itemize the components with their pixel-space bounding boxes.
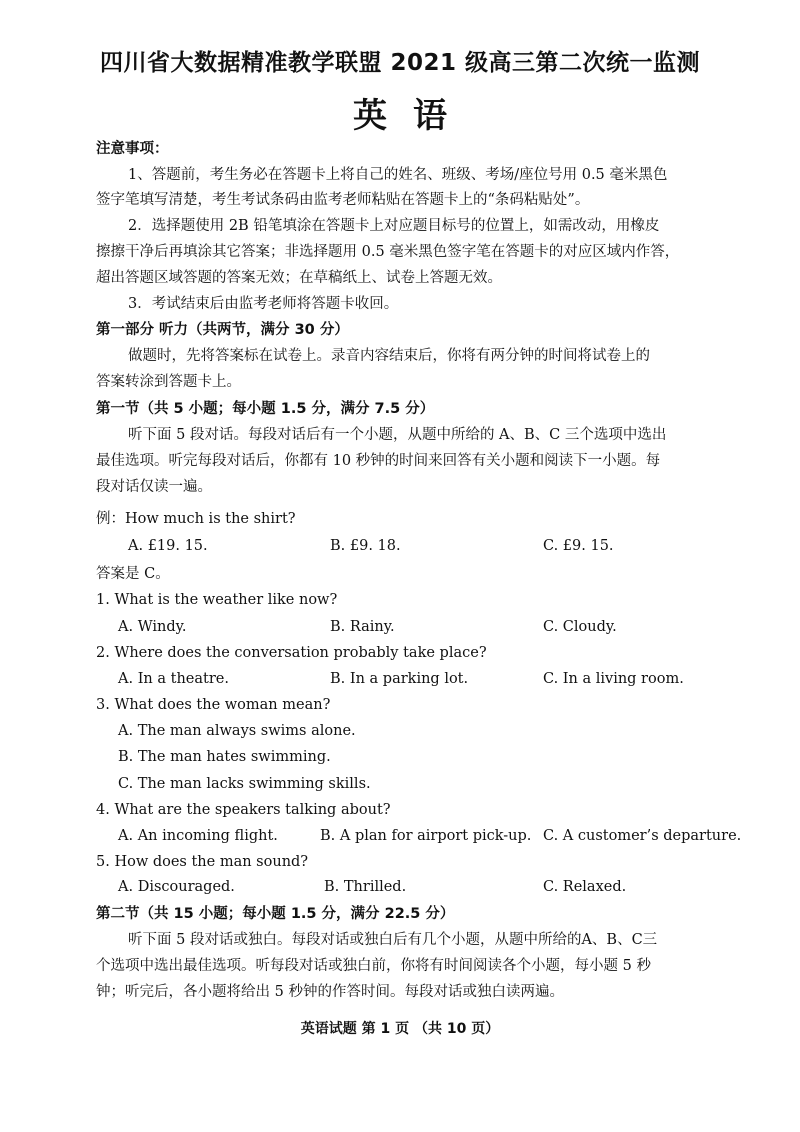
question-2-option-a: A. In a theatre. bbox=[118, 671, 229, 687]
section2-heading: 第二节（共 15 小题；每小题 1.5 分，满分 22.5 分） bbox=[96, 906, 455, 922]
question-4-option-b: B. A plan for airport pick-up. bbox=[320, 828, 532, 844]
question-1-option-c: C. Cloudy. bbox=[543, 619, 617, 635]
example-option-b: B. £9. 18. bbox=[330, 538, 401, 554]
question-3-option-c: C. The man lacks swimming skills. bbox=[118, 776, 371, 792]
question-2-option-c: C. In a living room. bbox=[543, 671, 684, 687]
question-2: 2. Where does the conversation probably take place? bbox=[96, 645, 487, 661]
example-answer: 答案是 C。 bbox=[96, 566, 170, 582]
example-question: 例：How much is the shirt? bbox=[96, 511, 296, 527]
question-3-option-a: A. The man always swims alone. bbox=[118, 723, 356, 739]
question-4: 4. What are the speakers talking about? bbox=[96, 802, 391, 818]
question-5: 5. How does the man sound? bbox=[96, 854, 309, 870]
page-footer: 英语试题 第 1 页 （共 10 页） bbox=[300, 1021, 500, 1037]
note-1-line-2: 签字笔填写清楚，考生考试条码由监考老师粘贴在答题卡上的“条码粘贴处”。 bbox=[96, 192, 590, 208]
part1-intro-line-1: 做题时，先将答案标在试卷上。录音内容结束后，你将有两分钟的时间将试卷上的 bbox=[128, 348, 650, 364]
section1-intro-line-2: 最佳选项。听完每段对话后，你都有 10 秒钟的时间来回答有关小题和阅读下一小题。每 bbox=[96, 453, 661, 469]
example-option-a: A. £19. 15. bbox=[128, 538, 208, 554]
note-3: 3．考试结束后由监考老师将答题卡收回。 bbox=[128, 296, 399, 312]
notes-heading: 注意事项： bbox=[96, 141, 169, 157]
note-1-line-1: 1、答题前，考生务必在答题卡上将自己的姓名、班级、考场/座位号用 0.5 毫米黑色 bbox=[128, 167, 668, 183]
question-1-option-b: B. Rainy. bbox=[330, 619, 395, 635]
part1-intro-line-2: 答案转涂到答题卡上。 bbox=[96, 374, 241, 390]
question-3: 3. What does the woman mean? bbox=[96, 697, 331, 713]
question-1-option-a: A. Windy. bbox=[118, 619, 187, 635]
example-option-c: C. £9. 15. bbox=[543, 538, 614, 554]
section2-intro-line-1: 听下面 5 段对话或独白。每段对话或独白后有几个小题，从题中所给的A、B、C三 bbox=[128, 932, 658, 948]
note-2-line-3: 超出答题区域答题的答案无效；在草稿纸上、试卷上答题无效。 bbox=[96, 270, 502, 286]
question-1: 1. What is the weather like now? bbox=[96, 592, 338, 608]
question-5-option-a: A. Discouraged. bbox=[118, 879, 235, 895]
question-5-option-c: C. Relaxed. bbox=[543, 879, 627, 895]
question-4-option-a: A. An incoming flight. bbox=[118, 828, 278, 844]
note-2-line-1: 2．选择题使用 2B 铅笔填涂在答题卡上对应题目标号的位置上，如需改动，用橡皮 bbox=[128, 218, 660, 234]
question-2-option-b: B. In a parking lot. bbox=[330, 671, 469, 687]
part1-heading: 第一部分 听力（共两节，满分 30 分） bbox=[96, 322, 349, 338]
exam-title: 四川省大数据精准教学联盟 2021 级高三第二次统一监测 bbox=[99, 50, 701, 76]
section2-intro-line-3: 钟；听完后，各小题将给出 5 秒钟的作答时间。每段对话或独白读两遍。 bbox=[96, 984, 564, 1000]
question-4-option-c: C. A customer’s departure. bbox=[543, 828, 742, 844]
subject-title: 英语 bbox=[353, 96, 473, 136]
section1-heading: 第一节（共 5 小题；每小题 1.5 分，满分 7.5 分） bbox=[96, 401, 435, 417]
section1-intro-line-1: 听下面 5 段对话。每段对话后有一个小题，从题中所给的 A、B、C 三个选项中选出 bbox=[128, 427, 667, 443]
section2-intro-line-2: 个选项中选出最佳选项。听每段对话或独白前，你将有时间阅读各个小题，每小题 5 秒 bbox=[96, 958, 651, 974]
question-5-option-b: B. Thrilled. bbox=[324, 879, 407, 895]
section1-intro-line-3: 段对话仅读一遍。 bbox=[96, 479, 212, 495]
note-2-line-2: 擦擦干净后再填涂其它答案；非选择题用 0.5 毫米黑色签字笔在答题卡的对应区域内作答， bbox=[96, 244, 680, 260]
question-3-option-b: B. The man hates swimming. bbox=[118, 749, 331, 765]
